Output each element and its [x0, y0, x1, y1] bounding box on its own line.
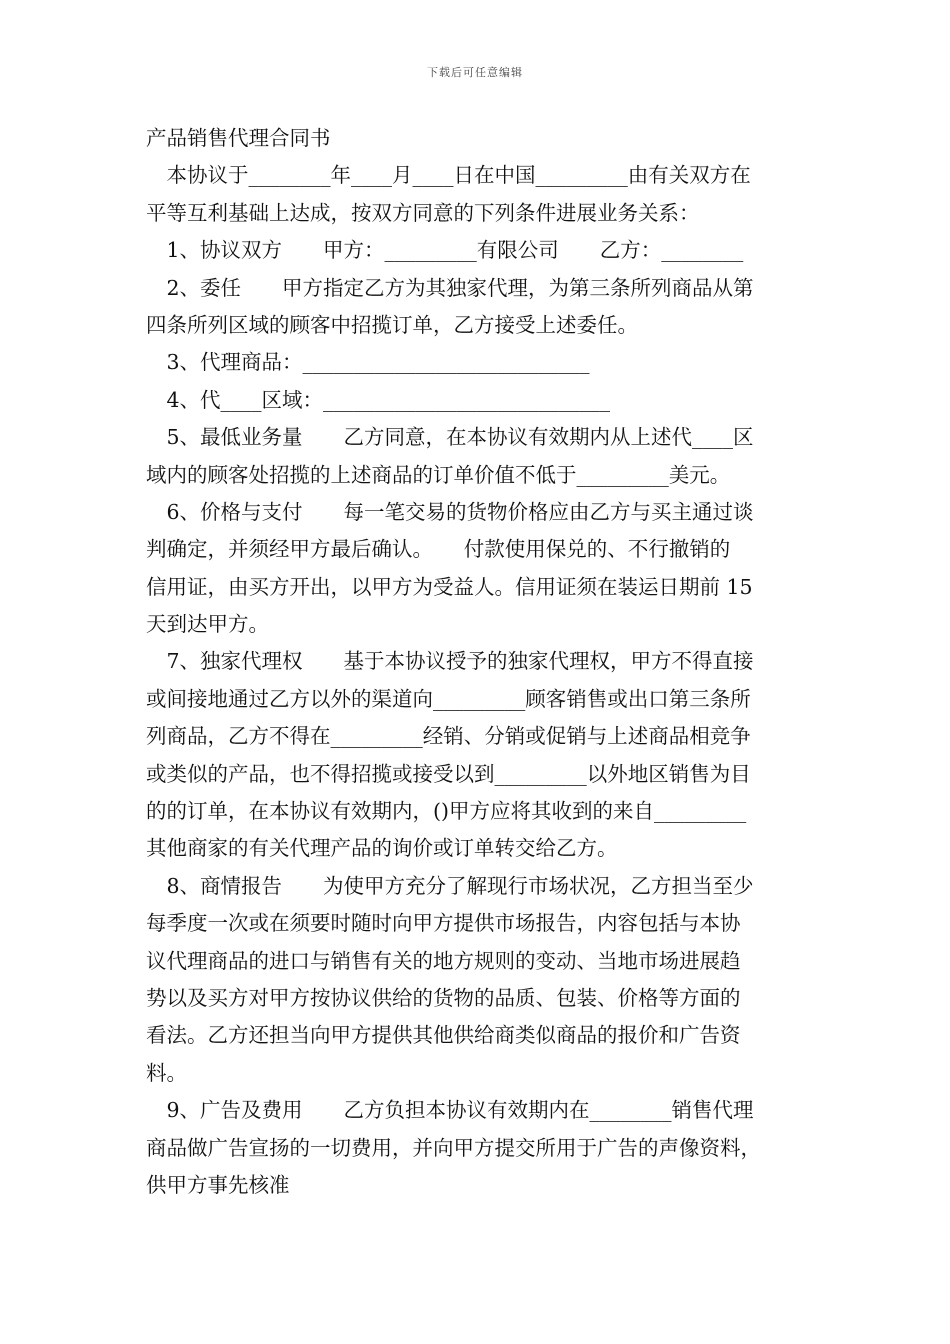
text-line-15: 或间接地通过乙方以外的渠道向_________顾客销售或出口第三条所 — [146, 686, 751, 711]
text-line-9: 域内的顾客处招揽的上述商品的订单价值不低于_________美元。 — [146, 462, 731, 487]
contract-title: 产品销售代理合同书 — [146, 126, 331, 150]
page-header-note: 下载后可任意编辑 — [427, 66, 523, 79]
text-line-16: 列商品，乙方不得在_________经销、分销或促销与上述商品相竞争 — [146, 724, 751, 749]
text-line-28: 供甲方事先核准 — [146, 1172, 290, 1197]
text-line-23: 势以及买方对甲方按协议供给的货物的品质、包装、价格等方面的 — [146, 985, 741, 1010]
text-line-12: 信用证，由买方开出，以甲方为受益人。信用证须在装运日期前 15 — [146, 574, 753, 599]
text-line-22: 议代理商品的进口与销售有关的地方规则的变动、当地市场进展趋 — [146, 948, 741, 973]
text-line-5: 四条所列区域的顾客中招揽订单，乙方接受上述委任。 — [146, 312, 638, 337]
text-line-13: 天到达甲方。 — [146, 612, 269, 637]
text-line-27: 商品做广告宣扬的一切费用，并向甲方提交所用于广告的声像资料， — [146, 1135, 761, 1160]
clause-4-territory: 4、代____区域：____________________________ — [146, 387, 611, 412]
contract-body — [146, 120, 812, 1204]
text-line-24: 看法。乙方还担当向甲方提供其他供给商类似商品的报价和广告资 — [146, 1023, 741, 1048]
clause-5-minimum-volume: 5、最低业务量 乙方同意，在本协议有效期内从上述代____区 — [146, 425, 754, 450]
clause-9-advertising: 9、广告及费用 乙方负担本协议有效期内在________销售代理 — [146, 1098, 754, 1123]
text-line-2: 平等互利基础上达成，按双方同意的下列条件进展业务关系： — [146, 200, 700, 225]
clause-1-parties: 1、协议双方 甲方：_________有限公司 乙方：________ — [146, 238, 744, 263]
clause-3-products: 3、代理商品：____________________________ — [146, 350, 590, 375]
clause-7-exclusive-rights: 7、独家代理权 基于本协议授予的独家代理权，甲方不得直接 — [146, 649, 754, 674]
text-line-17: 或类似的产品，也不得招揽或接受以到_________以外地区销售为目 — [146, 761, 751, 786]
text-line-18: 的的订单，在本协议有效期内，()甲方应将其收到的来自_________ — [146, 799, 747, 824]
text-line-1: 本协议于________年____月____日在中国_________由有关双方在 — [146, 163, 751, 188]
clause-2-appointment: 2、委任 甲方指定乙方为其独家代理，为第三条所列商品从第 — [146, 275, 754, 300]
clause-6-price-payment: 6、价格与支付 每一笔交易的货物价格应由乙方与买主通过谈 — [146, 499, 754, 524]
text-line-11: 判确定，并须经甲方最后确认。 付款使用保兑的、不行撤销的 — [146, 537, 731, 562]
clause-8-market-report: 8、商情报告 为使甲方充分了解现行市场状况，乙方担当至少 — [146, 873, 754, 898]
text-line-19: 其他商家的有关代理产品的询价或订单转交给乙方。 — [146, 836, 618, 861]
text-line-25: 料。 — [146, 1060, 187, 1085]
text-line-21: 每季度一次或在须要时随时向甲方提供市场报告，内容包括与本协 — [146, 911, 741, 936]
